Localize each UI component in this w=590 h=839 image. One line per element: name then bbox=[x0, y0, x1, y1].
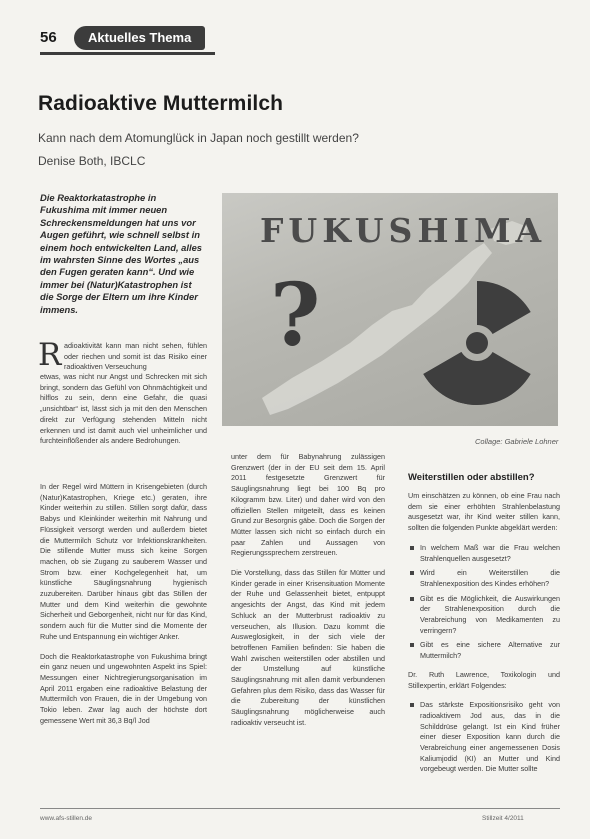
list-item: In welchem Maß war die Frau welchen Strahlenquellen ausgesetzt? bbox=[408, 543, 560, 564]
article-author: Denise Both, IBCLC bbox=[38, 154, 146, 168]
footer-issue: Stillzeit 4/2011 bbox=[482, 815, 524, 822]
collage-word: FUKUSHIMA bbox=[260, 211, 547, 250]
column-1-lead: adioaktivität kann man nicht sehen, fühlen oder riechen und somit ist das Risiko einer radioaktiven Verseuchung bbox=[64, 341, 207, 372]
article-subtitle: Kann nach dem Atomunglück in Japan noch gestillt werden? bbox=[38, 131, 359, 145]
column-2-paragraph: unter dem für Babynahrung zulässigen Grenzwert (der in der EU seit dem 15. April 2011 festgesetzte Grenzwert für Säuglingsnahrung liegt bei 100 Bq pro Kilogramm bzw. Liter) und daher wird von den offiziellen Stellen mitgeteilt, dass es keinen Grund zur Besorgnis gäbe. Doch die Sorgen der Mütter lassen sich nicht so einfach durch ein paar Zahlen und Aussagen von Regierungssprechern zerstreuen. bbox=[231, 452, 385, 558]
list-item: Das stärkste Expositionsrisiko geht von radioaktivem Jod aus, das in die Schilddrüse gelangt. Ist ein Kind früher einer dieser Exposition kann durch die Verabreichung einer angemessenen Dosis Kaliumjodid (KI) an Mutter und Kind vorgebeugt werden. Die Mutter sollte bbox=[408, 700, 560, 775]
footer-website: www.afs-stillen.de bbox=[40, 815, 93, 822]
footer-rule bbox=[40, 808, 560, 809]
column-2-paragraph: Die Vorstellung, dass das Stillen für Mütter und Kinder gerade in einer Krisensituation Momente der Ruhe und Gelassenheit bietet, entpuppt angesichts der Angst, das Kind mit jedem Schluck an der Mutterbrust radioaktiv zu verseuchen, als Illusion. Dazu kommt die Ausweglosigkeit, in der sich viele der betroffenen Familien befinden: Sie haben die Wahl zwischen weiterstillen oder abstillen und der Umstellung auf künstliche Säuglingsnahrung mit allen damit verbundenen Gefahren plus dem Risiko, dass das Wasser für die Zubereitung der künstlichen Säuglingsnahrung möglicherweise auch radioaktiv verseucht ist. bbox=[231, 568, 385, 727]
section-tab: Aktuelles Thema bbox=[74, 26, 205, 50]
figure-caption: Collage: Gabriele Lohner bbox=[475, 437, 559, 446]
column-3-body bbox=[408, 491, 560, 783]
header-rule bbox=[40, 52, 215, 55]
expert-list bbox=[408, 700, 560, 775]
column-1-lead-cont: etwas, was nicht nur Angst und Schrecken mit sich bringt, sondern das Gefühl von Ohnmächtigkeit und hilflos zu sein, denn eine Gefahr, die quasi „unsichtbar“ ist, lässt sich ja mit den den Menschen direkt zur Verfügung stehenden Mitteln nicht erkennen und ist damit auch viel unheimlicher und furchteinflößender als andere Bedrohungen. bbox=[40, 372, 207, 446]
column-1-paragraph: Doch die Reaktorkatastrophe von Fukushima bringt ein ganz neuen und ungewohnten Aspekt ins Spiel: Messungen einer Nichtregierungsorganisation im April 2011 ergaben eine radioaktive Belastung der Muttermilch von Frauen, die in der Umgebung von Tokio leben. Zwar lag auch der höchste dort gemessene Wert mit 36,3 Bq/l Jod bbox=[40, 651, 207, 725]
column-3-paragraph: Um einschätzen zu können, ob eine Frau nach dem sie einer erhöhten Strahlenbelastung ausgesetzt war, ihr Kind weiter stillen kann, sollten die folgenden Punkte abgeklärt werden: bbox=[408, 491, 560, 533]
list-item: Wird ein Weiterstillen die Strahlenexposition des Kindes erhöhen? bbox=[408, 568, 560, 589]
column-1-paragraph: In der Regel wird Müttern in Krisengebieten (durch (Natur)Katastrophen, Kriege etc.) geraten, ihre Kinder weiterhin zu stillen. Stillen sorgt dafür, dass Babys und Kleinkinder weiterhin mit Nahrung und Flüssigkeit versorgt werden und außerdem bietet die Muttermilch Schutz vor Infektionskrankheiten. Die stillende Mutter muss sich keine Sorgen machen, ob sie Zugang zu sauberem Wasser und Strom bzw. einer Kochgelegenheit hat, um künstliche Säuglingsnahrung hygienisch zuzubereiten. Darüber hinaus gibt das Stillen der Mutter und dem Kind weiterhin die gewohnte Sicherheit und Geborgenheit, nicht nur für das Kind, sondern auch für die Mutter sind die Momente der Ruhe und Entspannung ein wichtiger Anker. bbox=[40, 482, 207, 641]
list-item: Gibt es die Möglichkeit, die Auswirkungen der Strahlenexposition durch die Verabreichung von Medikamenten zu verringern? bbox=[408, 594, 560, 637]
drop-cap: R bbox=[38, 337, 62, 373]
column-3-heading: Weiterstillen oder abstillen? bbox=[408, 472, 535, 483]
column-2-body bbox=[231, 452, 385, 738]
fukushima-collage bbox=[222, 193, 558, 426]
question-mark-icon: ? bbox=[270, 265, 321, 366]
article-intro: Die Reaktorkatastrophe in Fukushima mit immer neuen Schreckensmeldungen hat uns vor Augen geführt, wie schnell selbst in einem hoch entwickelten Land, alles im wahrsten Sinne des Wortes „aus den Fugen geraten kann“. Und wie immer bei (Natur)Katastrophen ist die Sorge der Eltern um ihre Kinder immens. bbox=[40, 192, 203, 315]
checklist bbox=[408, 543, 560, 662]
page-number: 56 bbox=[40, 29, 57, 46]
list-item: Gibt es eine sichere Alternative zur Muttermilch? bbox=[408, 640, 560, 661]
column-3-paragraph: Dr. Ruth Lawrence, Toxikologin und Stillexpertin, erklärt Folgendes: bbox=[408, 669, 560, 690]
column-1-body bbox=[40, 482, 207, 735]
article-title: Radioaktive Muttermilch bbox=[38, 92, 284, 115]
